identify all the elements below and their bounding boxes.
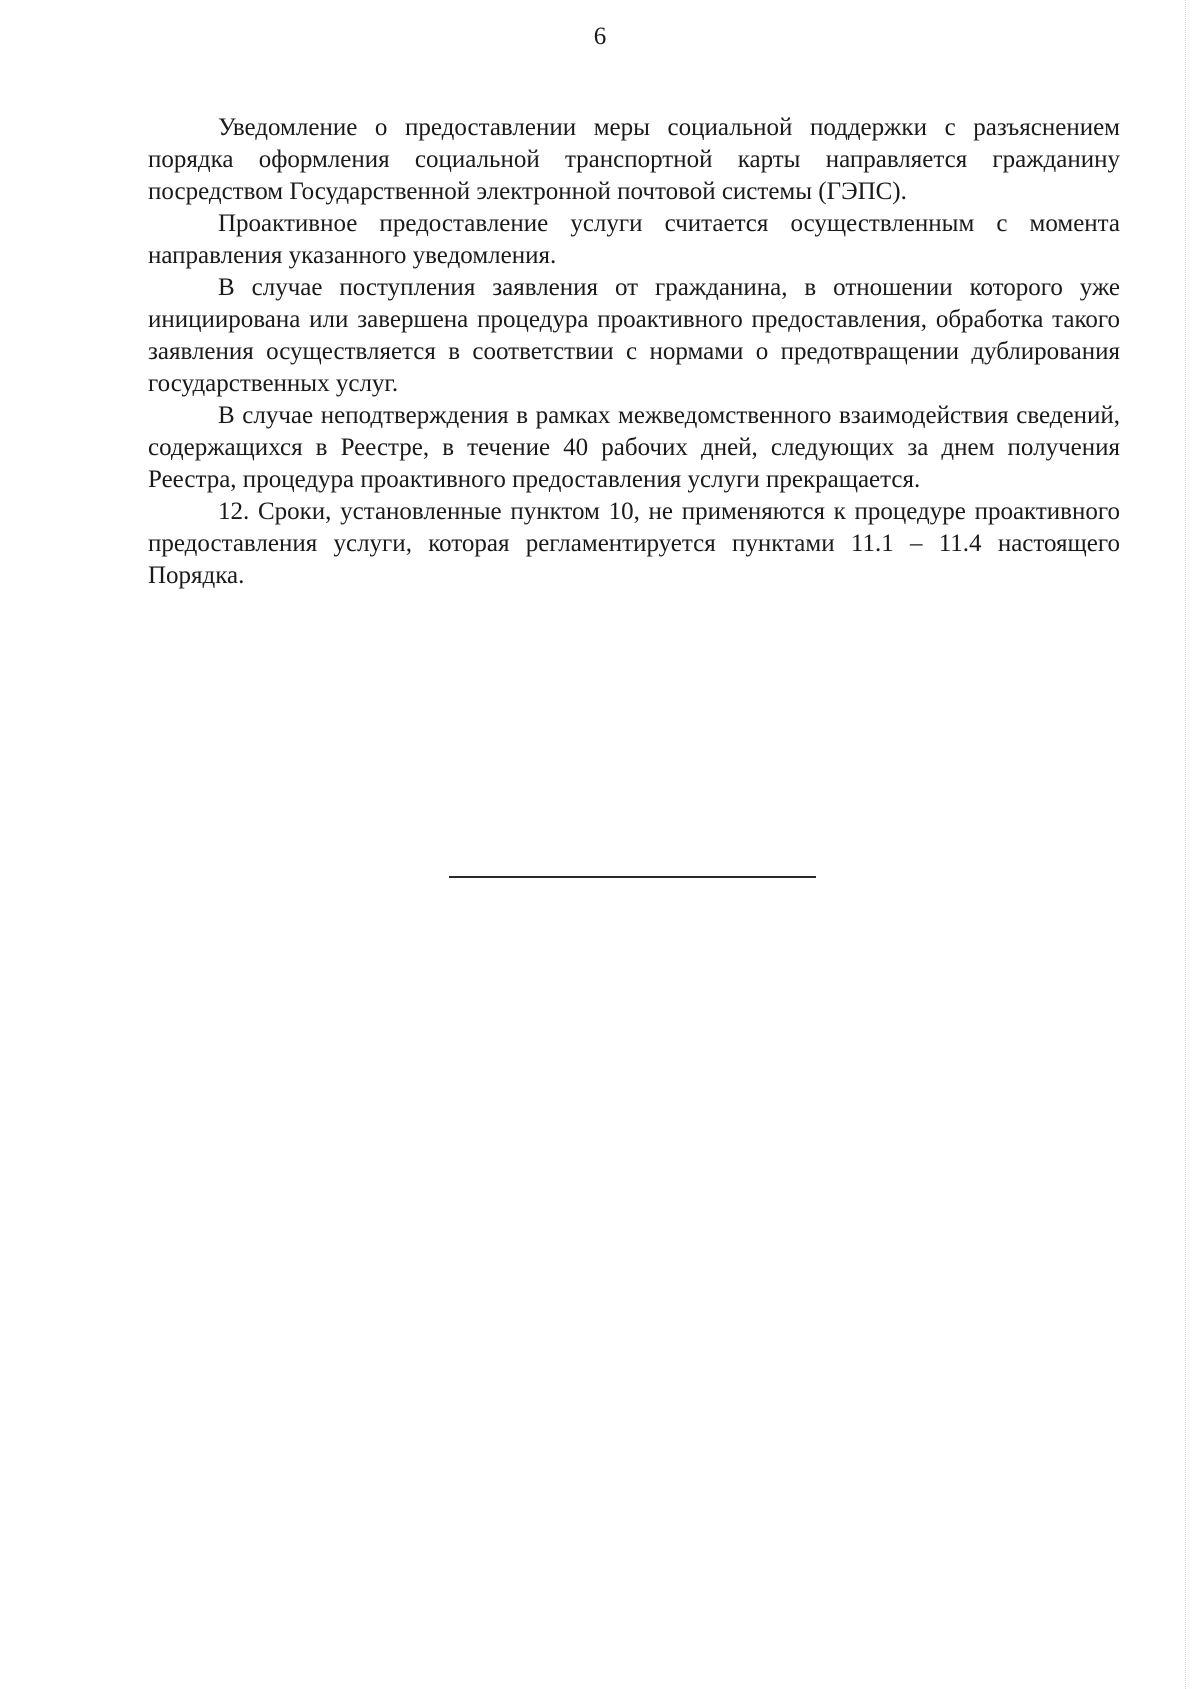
paragraph-item-12: 12. Сроки, установленные пунктом 10, не применяются к процедуре проактивного предоставления услуги, которая регламентируется пунктами 11.1 – 11.4 настоящего Порядка.	[148, 498, 1120, 589]
document-body	[148, 112, 1120, 592]
paragraph-proactive-service: Проактивное предоставление услуги считается осуществленным с момента направления указанного уведомления.	[148, 210, 1120, 269]
paragraph-duplicate-application: В случае поступления заявления от гражданина, в отношении которого уже инициирована или завершена процедура проактивного предоставления, обработка такого заявления осуществляется в соответствии с нормами о предотвращении дублирования государственных услуг.	[148, 274, 1120, 397]
paragraph-non-confirmation: В случае неподтверждения в рамках межведомственного взаимодействия сведений, содержащихся в Реестре, в течение 40 рабочих дней, следующих за днем получения Реестра, процедура проактивного предоставления услуги прекращается.	[148, 402, 1120, 493]
page-number: 6	[593, 23, 607, 50]
paragraph-notification: Уведомление о предоставлении меры социальной поддержки с разъяснением порядка оформления социальной транспортной карты направляется гражданину посредством Государственной электронной почтовой системы (ГЭПС).	[148, 114, 1120, 205]
scan-edge-artifact	[1184, 0, 1186, 1689]
end-of-document-rule	[449, 876, 816, 878]
